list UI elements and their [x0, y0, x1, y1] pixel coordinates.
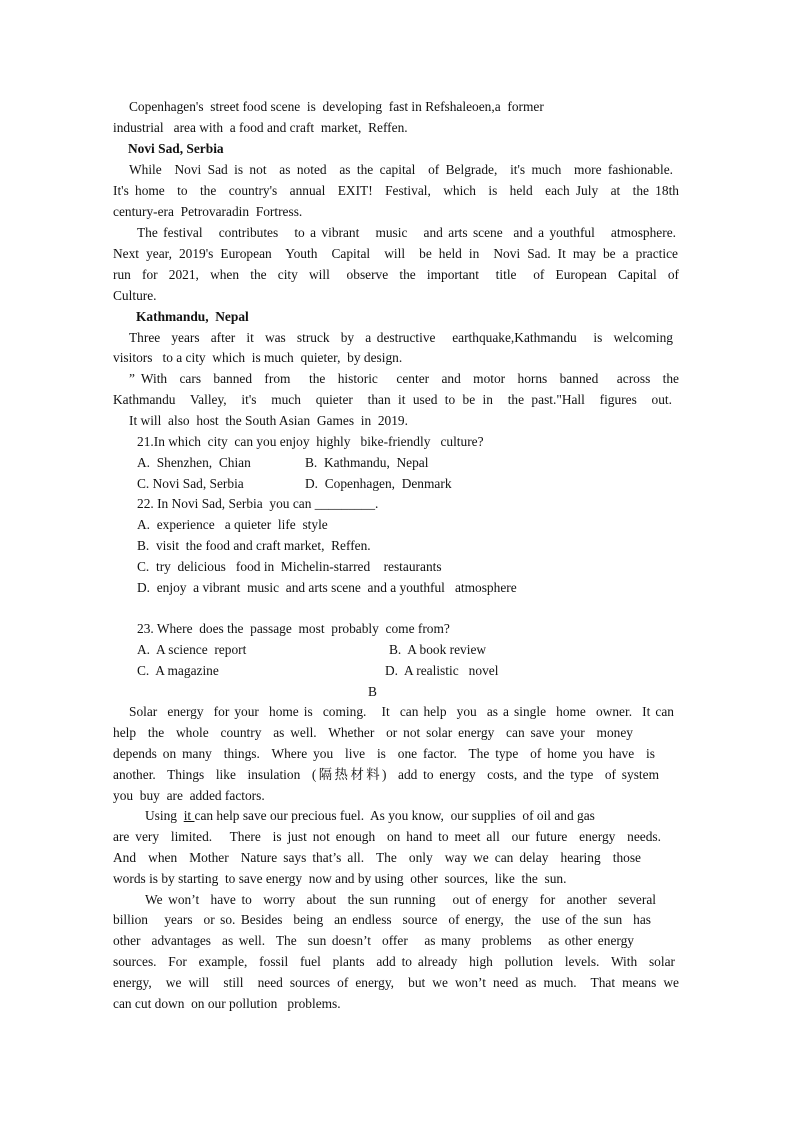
passage-b-text-line: other advantages as well. The sun doesn’t offer as many problems as other energy — [113, 933, 634, 948]
passage-b-text-line: you buy are added factors. — [113, 788, 265, 803]
question-23-option-a: A. A science report — [137, 642, 247, 657]
passage-b-text-line: words is by starting to save energy now and by using other sources, like the sun. — [113, 871, 567, 886]
passage-b-text-line: sources. For example, fossil fuel plants add to already high pollution levels. With solar — [113, 954, 675, 969]
kathmandu-text-line: Three years after it was struck by a destructive earthquake,Kathmandu is welcoming — [129, 330, 673, 345]
question-23-option-c: C. A magazine — [137, 663, 219, 678]
novi-sad-text-line: run for 2021, when the city will observe the important title of European Capital of — [113, 267, 679, 282]
question-22-option-d: D. enjoy a vibrant music and arts scene and a youthful atmosphere — [137, 580, 517, 595]
novi-sad-text-line: Culture. — [113, 288, 157, 303]
passage-b-label: B — [368, 684, 377, 699]
question-22-option-c: C. try delicious food in Michelin-starred restaurants — [137, 559, 442, 574]
novi-sad-text-line: Next year, 2019's European Youth Capital will be held in Novi Sad. It may be a practice — [113, 246, 678, 261]
underlined-word: it — [183, 808, 195, 823]
copenhagen-text-line: Copenhagen's street food scene is developing fast in Refshaleoen,a former — [129, 99, 544, 114]
question-23-stem: 23. Where does the passage most probably come from? — [137, 621, 450, 636]
passage-b-text-line: are very limited. There is just not enough on hand to meet all our future energy needs. — [113, 829, 661, 844]
question-21-option-c: C. Novi Sad, Serbia — [137, 476, 244, 491]
question-21-option-a: A. Shenzhen, Chian — [137, 455, 251, 470]
section-heading-novi-sad: Novi Sad, Serbia — [128, 141, 224, 156]
passage-b-text-line: Solar energy for your home is coming. It can help you as a single home owner. It can — [129, 704, 674, 719]
passage-b-text-line: help the whole country as well. Whether or not solar energy can save your money — [113, 725, 633, 740]
question-23-option-d: D. A realistic novel — [385, 663, 499, 678]
kathmandu-text-line: ” With cars banned from the historic center and motor horns banned across the — [129, 371, 679, 386]
novi-sad-text-line: century-era Petrovaradin Fortress. — [113, 204, 303, 219]
passage-b-text-line: energy, we will still need sources of energy, but we won’t need as much. That means we — [113, 975, 679, 990]
passage-b-text-line: another. Things like insulation (隔热材料) add to energy costs, and the type of system — [113, 767, 659, 782]
copenhagen-text-line: industrial area with a food and craft market, Reffen. — [113, 120, 408, 135]
passage-b-text-line: We won’t have to worry about the sun running out of energy for another several — [145, 892, 656, 907]
kathmandu-text-line: It will also host the South Asian Games in 2019. — [129, 413, 408, 428]
novi-sad-text-line: The festival contributes to a vibrant music and arts scene and a youthful atmosphere. — [137, 225, 676, 240]
passage-b-text-line: can cut down on our pollution problems. — [113, 996, 341, 1011]
question-23-option-b: B. A book review — [389, 642, 487, 657]
passage-b-text-line: billion years or so. Besides being an endless source of energy, the use of the sun has — [113, 912, 651, 927]
passage-b-text-line: And when Mother Nature says that’s all. The only way we can delay hearing those — [113, 850, 641, 865]
question-21-option-d: D. Copenhagen, Denmark — [305, 476, 452, 491]
section-heading-kathmandu: Kathmandu, Nepal — [136, 309, 249, 324]
passage-b-text-line: depends on many things. Where you live is one factor. The type of home you have is — [113, 746, 655, 761]
question-22-option-b: B. visit the food and craft market, Reffen. — [137, 538, 371, 553]
passage-b-text-segment: can help save our precious fuel. As you know, our supplies of oil and gas — [194, 808, 595, 823]
question-22-stem: 22. In Novi Sad, Serbia you can _________. — [137, 496, 379, 511]
passage-b-text-line — [145, 806, 595, 827]
question-22-option-a: A. experience a quieter life style — [137, 517, 328, 532]
novi-sad-text-line: While Novi Sad is not as noted as the capital of Belgrade, it's much more fashionable. — [129, 162, 673, 177]
kathmandu-text-line: Kathmandu Valley, it's much quieter than it used to be in the past."Hall figures out. — [113, 392, 672, 407]
question-21-option-b: B. Kathmandu, Nepal — [305, 455, 429, 470]
novi-sad-text-line: It's home to the country's annual EXIT! Festival, which is held each July at the 18th — [113, 183, 679, 198]
kathmandu-text-line: visitors to a city which is much quieter, by design. — [113, 350, 403, 365]
question-21-stem: 21.In which city can you enjoy highly bike-friendly culture? — [137, 434, 484, 449]
passage-b-text-segment: Using — [145, 808, 184, 823]
